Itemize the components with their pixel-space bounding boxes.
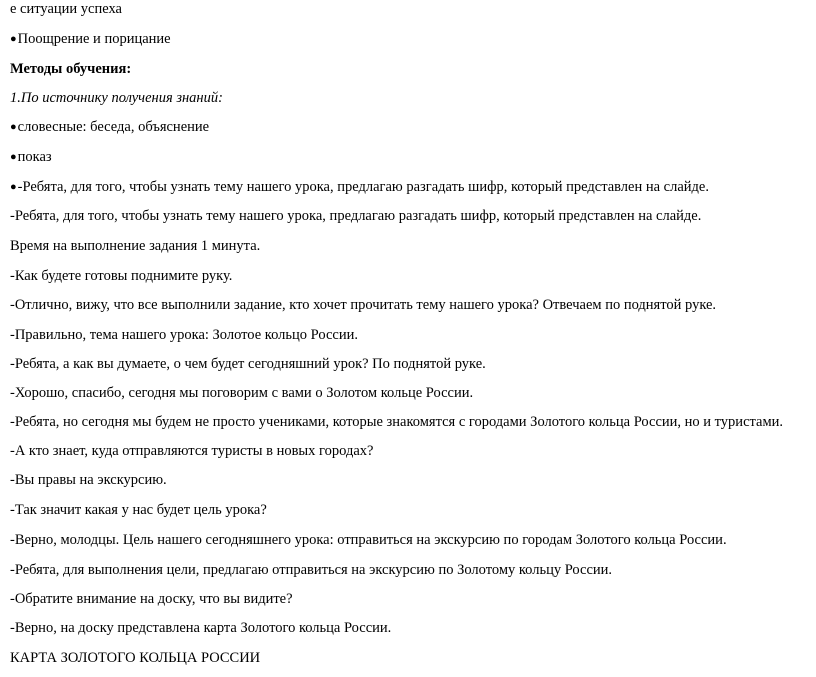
map-caption: КАРТА ЗОЛОТОГО КОЛЬЦА РОССИИ (10, 650, 261, 666)
bullet-text: Поощрение и порицание (17, 31, 171, 47)
bullet-item-cipher (10, 178, 709, 197)
bullet-item-show (10, 148, 52, 167)
bullet-text: -Ребята, для того, чтобы узнать тему нашего урока, предлагаю разгадать шифр, который представлен на слайде. (17, 179, 709, 195)
bullet-item-verbal (10, 118, 209, 137)
text-line-trip: -Ребята, для выполнения цели, предлагаю отправиться на экскурсию по Золотому кольцу России. (10, 562, 613, 578)
text-line-lesson-guess: -Ребята, а как вы думаете, о чем будет сегодняшний урок? По поднятой руке. (10, 356, 486, 372)
text-line-board: -Обратите внимание на доску, что вы видите? (10, 591, 293, 607)
text-line-time: Время на выполнение задания 1 минута. (10, 238, 261, 254)
text-line-topic: -Правильно, тема нашего урока: Золотое кольцо России. (10, 327, 358, 343)
text-line-situation-success: е ситуации успеха (10, 1, 122, 17)
text-line-question-tourists: -А кто знает, куда отправляются туристы в новых городах? (10, 443, 374, 459)
section-heading-teaching-methods: Методы обучения: (10, 61, 132, 77)
text-line-talk: -Хорошо, спасибо, сегодня мы поговорим с вами о Золотом кольце России. (10, 385, 474, 401)
bullet-text: показ (17, 149, 52, 165)
bullet-text: словесные: беседа, объяснение (17, 119, 210, 135)
subheading-knowledge-source: 1.По источнику получения знаний: (10, 90, 223, 106)
text-line-excellent: -Отлично, вижу, что все выполнили задание, кто хочет прочитать тему нашего урока? Отвечаем по поднятой руке. (10, 297, 717, 313)
text-line-excursion: -Вы правы на экскурсию. (10, 472, 167, 488)
text-line-raise-hand: -Как будете готовы поднимите руку. (10, 268, 233, 284)
text-line-map: -Верно, на доску представлена карта Золотого кольца России. (10, 620, 392, 636)
text-line-cipher: -Ребята, для того, чтобы узнать тему нашего урока, предлагаю разгадать шифр, который представлен на слайде. (10, 208, 702, 224)
text-line-tourists: -Ребята, но сегодня мы будем не просто учениками, которые знакомятся с городами Золотого кольца России, но и туристами. (10, 414, 784, 430)
bullet-item-encouragement (10, 30, 171, 49)
text-line-goal: -Верно, молодцы. Цель нашего сегодняшнего урока: отправиться на экскурсию по городам Золотого кольца России. (10, 532, 727, 548)
text-line-goal-question: -Так значит какая у нас будет цель урока? (10, 502, 267, 518)
